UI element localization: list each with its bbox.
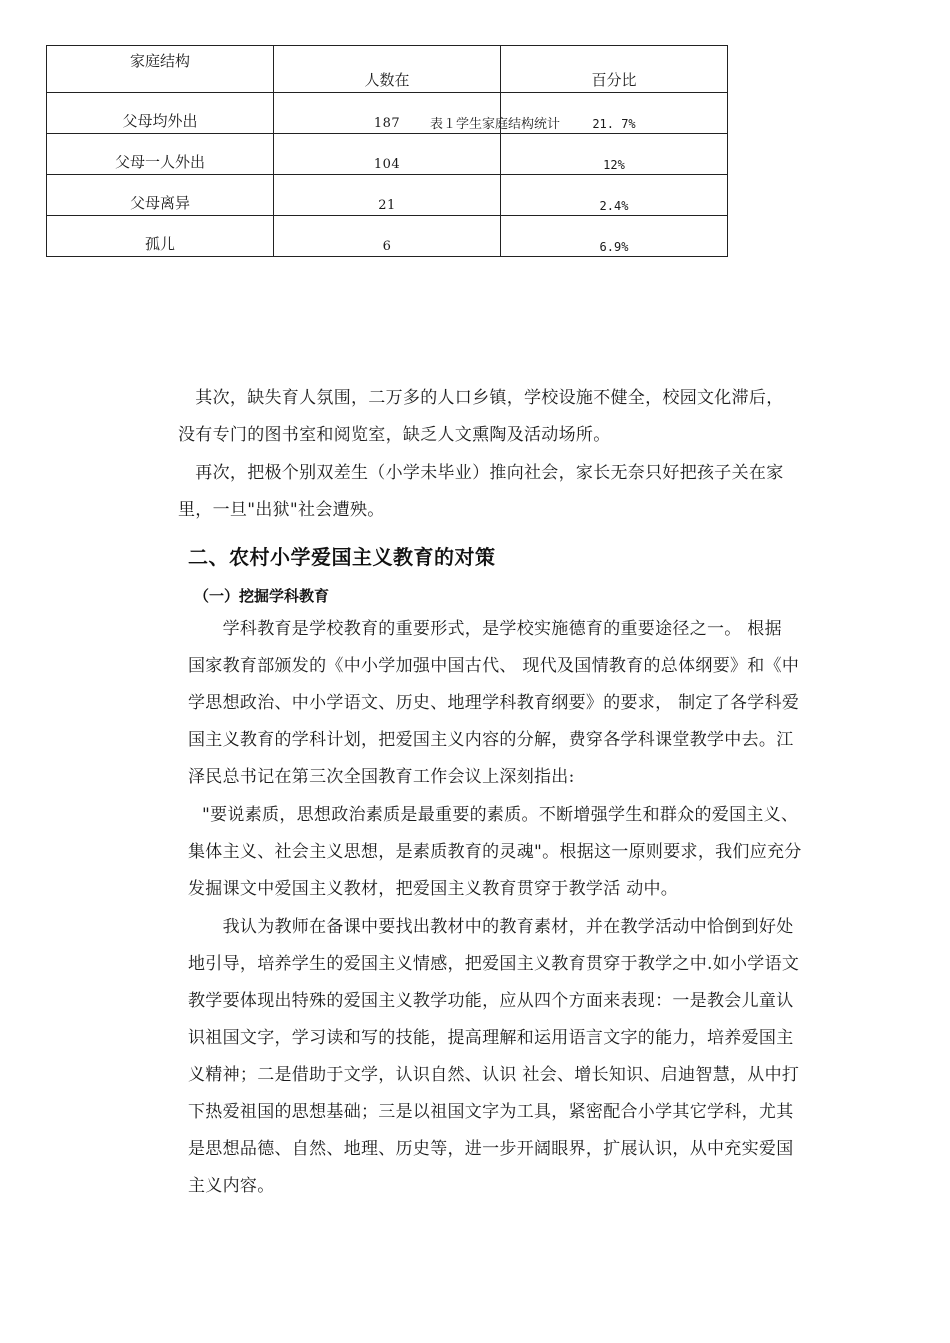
- family-structure-table: [46, 45, 728, 257]
- paragraph-line: 集体主义、社会主义思想，是素质教育的灵魂"。根据这一原则要求，我们应充分: [188, 842, 802, 862]
- paragraph-line: 没有专门的图书室和阅览室，缺乏人文熏陶及活动场所。: [178, 425, 611, 445]
- paragraph-line: 国主义教育的学科计划，把爱国主义内容的分解，费穿各学科课堂教学中去。江: [188, 730, 794, 750]
- header-count: 人数在: [274, 46, 501, 93]
- paragraph-line: 国家教育部颁发的《中小学加强中国古代、 现代及国情教育的总体纲要》和《中: [188, 656, 800, 676]
- paragraph-line: 其次，缺失育人氛围，二万多的人口乡镇，学校设施不健全，校园文化滞后，: [178, 388, 784, 408]
- table-row: [47, 175, 728, 216]
- row-percentage: 6.9%: [501, 216, 728, 257]
- row-percentage: 21. 7%: [501, 93, 728, 134]
- table-header-row: [47, 46, 728, 93]
- subsection-heading: （一）挖掘学科教育: [194, 587, 330, 605]
- paragraph-line: 识祖国文字，学习读和写的技能，提高理解和运用语言文字的能力，培养爱国主: [188, 1028, 794, 1048]
- paragraph-quote: [188, 797, 818, 908]
- row-count: 104: [274, 134, 501, 175]
- section-heading: 二、农村小学爱国主义教育的对策: [188, 545, 496, 569]
- table-caption: 表１学生家庭结构统计: [430, 117, 561, 132]
- paragraph-lack-of-atmosphere: [178, 380, 818, 454]
- paragraph-subject-education: [188, 611, 818, 796]
- row-label: 孤儿: [47, 216, 274, 257]
- paragraph-line: 义精神；二是借助于文学，认识自然、认识 社会、增长知识、启迪智慧，从中打: [188, 1065, 800, 1085]
- paragraph-line: 发掘课文中爱国主义教材，把爱国主义教育贯穿于教学活 动中。: [188, 879, 679, 899]
- header-percentage: 百分比: [501, 46, 728, 93]
- row-count: 6: [274, 216, 501, 257]
- table-row: [47, 134, 728, 175]
- paragraph-line: 教学要体现出特殊的爱国主义教学功能，应从四个方面来表现：一是教会儿童认: [188, 991, 794, 1011]
- row-percentage: 12%: [501, 134, 728, 175]
- table-row: [47, 216, 728, 257]
- paragraph-line: 地引导，培养学生的爱国主义情感，把爱国主义教育贯穿于教学之中.如小学语文: [188, 954, 800, 974]
- row-count: 187: [274, 93, 501, 134]
- row-label: 父母一人外出: [47, 134, 274, 175]
- row-label: 父母离异: [47, 175, 274, 216]
- paragraph-line: "要说素质，思想政治素质是最重要的素质。不断增强学生和群众的爱国主义、: [202, 805, 799, 825]
- paragraph-line: 学思想政治、中小学语文、历史、地理学科教育纲要》的要求， 制定了各学科爱: [188, 693, 800, 713]
- row-label: 父母均外出: [47, 93, 274, 134]
- paragraph-line: 再次，把极个别双差生（小学未毕业）推向社会，家长无奈只好把孩子关在家: [178, 463, 784, 483]
- paragraph-teacher-guidance: [188, 909, 818, 1205]
- paragraph-line: 学科教育是学校教育的重要形式，是学校实施德育的重要途径之一。 根据: [188, 619, 782, 639]
- paragraph-line: 里，一旦"出狱"社会遭殃。: [178, 500, 385, 520]
- paragraph-line: 是思想品德、自然、地理、历史等，进一步开阔眼界，扩展认识，从中充实爱国: [188, 1139, 794, 1159]
- paragraph-line: 泽民总书记在第三次全国教育工作会议上深刻指出:: [188, 767, 575, 787]
- paragraph-line: 主义内容。: [188, 1176, 275, 1196]
- table-row: [47, 93, 728, 134]
- header-family-structure: 家庭结构: [47, 46, 274, 93]
- paragraph-line: 下热爱祖国的思想基础；三是以祖国文字为工具，紧密配合小学其它学科，尤其: [188, 1102, 794, 1122]
- row-percentage: 2.4%: [501, 175, 728, 216]
- paragraph-dropouts: [178, 455, 818, 529]
- row-count: 21: [274, 175, 501, 216]
- paragraph-line: 我认为教师在备课中要找出教材中的教育素材，并在教学活动中恰倒到好处: [188, 917, 794, 937]
